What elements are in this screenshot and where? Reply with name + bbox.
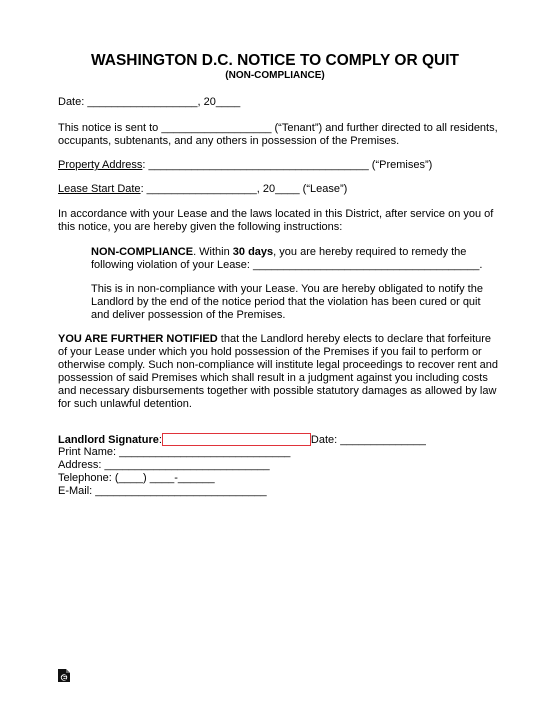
lease-start-blank: : __________________, 20____ (“Lease”) [140, 183, 348, 195]
signature-date: Date: ______________ [310, 434, 426, 446]
noncompliance-text-b: , you are hereby required to remedy the [273, 246, 467, 258]
eforms-logo-icon [57, 668, 71, 683]
telephone-line: Telephone: (____) ____-______ [58, 472, 215, 484]
signature-field[interactable] [162, 433, 311, 446]
signature-colon: : [158, 434, 162, 446]
further-line-4: possession of said Premises which shall result in a judgment against you including costs [58, 372, 488, 384]
obligation-line-1: This is in non-compliance with your Lease. You are hereby obligated to notify the [91, 283, 483, 295]
document-title: WASHINGTON D.C. NOTICE TO COMPLY OR QUIT [90, 52, 459, 69]
further-line-2: of your Lease under which you hold possession of the Premises if you fail to perform or [58, 346, 482, 358]
property-address-blank: : ____________________________________ (“Premises”) [142, 159, 433, 171]
email-line: E-Mail: ____________________________ [58, 485, 267, 497]
accordance-line-2: this notice, you are hereby given the following instructions: [58, 221, 343, 233]
notice-sent-line-2: occupants, subtenants, and any others in possession of the Premises. [58, 135, 400, 147]
property-address-line [58, 159, 498, 172]
noncompliance-line-2: following violation of your Lease: _____________________________________. [91, 259, 483, 271]
print-name-line: Print Name: ____________________________ [58, 446, 291, 458]
lease-start-line [58, 183, 498, 196]
notice-sent-line-1: This notice is sent to __________________ (“Tenant”) and further directed to all residents, [58, 122, 498, 134]
date-line: Date: __________________, 20____ [58, 96, 241, 108]
further-line-1 [58, 333, 498, 346]
further-line-1-text: that the Landlord hereby elects to declare that forfeiture [217, 333, 492, 345]
obligation-line-3: and deliver possession of the Premises. [91, 309, 286, 321]
further-line-5: and necessary disbursements together with possible statutory damages as allowed by law [58, 385, 497, 397]
noncompliance-line-1 [91, 246, 491, 259]
further-heading: YOU ARE FURTHER NOTIFIED [58, 333, 218, 345]
address-line: Address: ___________________________ [58, 459, 270, 471]
noncompliance-text-a: . Within [193, 246, 233, 258]
lease-start-label: Lease Start Date [58, 183, 141, 195]
obligation-line-2: Landlord by the end of the notice period that the violation has been cured or quit [91, 296, 481, 308]
noncompliance-heading: NON-COMPLIANCE [91, 246, 194, 258]
further-line-3: otherwise comply. Such non-compliance will institute legal proceedings to recover rent and [58, 359, 499, 371]
document-subtitle: (NON-COMPLIANCE) [225, 70, 325, 81]
signature-label: Landlord Signature [58, 434, 159, 446]
signature-line [58, 433, 498, 447]
noncompliance-days: 30 days [232, 246, 274, 258]
further-line-6: for such unlawful detention. [58, 398, 192, 410]
property-address-label: Property Address [58, 159, 143, 171]
accordance-line-1: In accordance with your Lease and the laws located in this District, after service on you of [58, 208, 494, 220]
